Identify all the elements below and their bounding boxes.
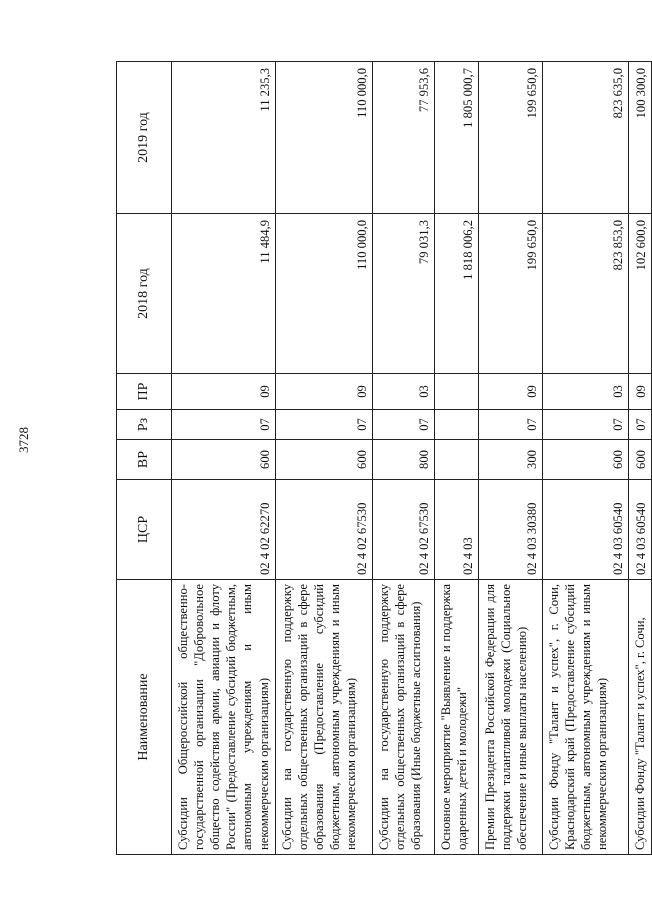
- row-name: Основное мероприятие "Выявление и поддержка одаренных детей и молодежи": [434, 580, 478, 855]
- header-2018: 2018 год: [117, 214, 172, 374]
- header-pr: ПР: [117, 374, 172, 410]
- row-pr: 09: [478, 374, 542, 410]
- row-rz: [434, 410, 478, 440]
- table-row: [628, 62, 651, 855]
- row-2019: 1 805 000,7: [434, 62, 478, 214]
- table-row: [372, 62, 434, 855]
- header-vr: ВР: [117, 440, 172, 480]
- row-csr: 02 4 03 30380: [478, 480, 542, 580]
- row-2018: 1 818 006,2: [434, 214, 478, 374]
- row-vr: 600: [542, 440, 628, 480]
- row-vr: 800: [372, 440, 434, 480]
- row-2019: 199 650,0: [478, 62, 542, 214]
- row-2018: 79 031,3: [372, 214, 434, 374]
- row-name: Субсидии на государственную поддержку отдельных общественных организаций в сфере образования (Иные бюджетные ассигнования): [372, 580, 434, 855]
- table-row: [275, 62, 372, 855]
- rotated-page-content: [116, 62, 648, 855]
- row-csr: 02 4 02 62270: [172, 480, 276, 580]
- row-name: Субсидии на государственную поддержку отдельных общественных организаций в сфере образования (Предоставление субсидий бюджетным, автономным учреждениям и иным некоммерческим организациям): [275, 580, 372, 855]
- row-2019: 11 235,3: [172, 62, 276, 214]
- row-2018: 11 484,9: [172, 214, 276, 374]
- row-name: Субсидии Фонду "Талант и успех", г. Сочи,: [628, 580, 651, 855]
- row-rz: 07: [172, 410, 276, 440]
- row-rz: 07: [542, 410, 628, 440]
- table-row: [172, 62, 276, 855]
- row-2018: 199 650,0: [478, 214, 542, 374]
- row-vr: 600: [275, 440, 372, 480]
- row-rz: 07: [275, 410, 372, 440]
- row-vr: 600: [628, 440, 651, 480]
- row-vr: 300: [478, 440, 542, 480]
- row-pr: 03: [372, 374, 434, 410]
- row-vr: 600: [172, 440, 276, 480]
- table-header-row: [117, 62, 172, 855]
- row-2018: 102 600,0: [628, 214, 651, 374]
- header-name: Наименование: [117, 580, 172, 855]
- row-pr: 03: [542, 374, 628, 410]
- row-2019: 77 953,6: [372, 62, 434, 214]
- row-name: Субсидии Фонду "Талант и успех", г. Сочи, Краснодарский край (Предоставление субсидий бюджетным, автономным учреждениям и иным некоммерческим организациям): [542, 580, 628, 855]
- row-2018: 110 000,0: [275, 214, 372, 374]
- page-number: 3728: [16, 427, 31, 453]
- row-csr: 02 4 03 60540: [628, 480, 651, 580]
- row-name: Премии Президента Российской Федерации для поддержки талантливой молодежи (Социальное обеспечение и иные выплаты населению): [478, 580, 542, 855]
- row-2019: 110 000,0: [275, 62, 372, 214]
- row-csr: 02 4 03 60540: [542, 480, 628, 580]
- row-csr: 02 4 02 67530: [372, 480, 434, 580]
- header-csr: ЦСР: [117, 480, 172, 580]
- budget-table: [116, 61, 652, 855]
- row-2018: 823 853,0: [542, 214, 628, 374]
- table-row: [542, 62, 628, 855]
- row-vr: [434, 440, 478, 480]
- row-pr: 09: [628, 374, 651, 410]
- row-pr: 09: [172, 374, 276, 410]
- table-row: [478, 62, 542, 855]
- row-csr: 02 4 03: [434, 480, 478, 580]
- row-2019: 100 300,0: [628, 62, 651, 214]
- header-2019: 2019 год: [117, 62, 172, 214]
- table-row: [434, 62, 478, 855]
- row-2019: 823 635,0: [542, 62, 628, 214]
- row-name: Субсидии Общероссийской общественно-государственной организации "Добровольное общество содействия армии, авиации и флоту России" (Предоставление субсидий бюджетным, автономным учреждениям и иным некоммерческим организациям): [172, 580, 276, 855]
- row-pr: 09: [275, 374, 372, 410]
- row-pr: [434, 374, 478, 410]
- header-rz: Рз: [117, 410, 172, 440]
- row-rz: 07: [372, 410, 434, 440]
- row-rz: 07: [478, 410, 542, 440]
- row-rz: 07: [628, 410, 651, 440]
- row-csr: 02 4 02 67530: [275, 480, 372, 580]
